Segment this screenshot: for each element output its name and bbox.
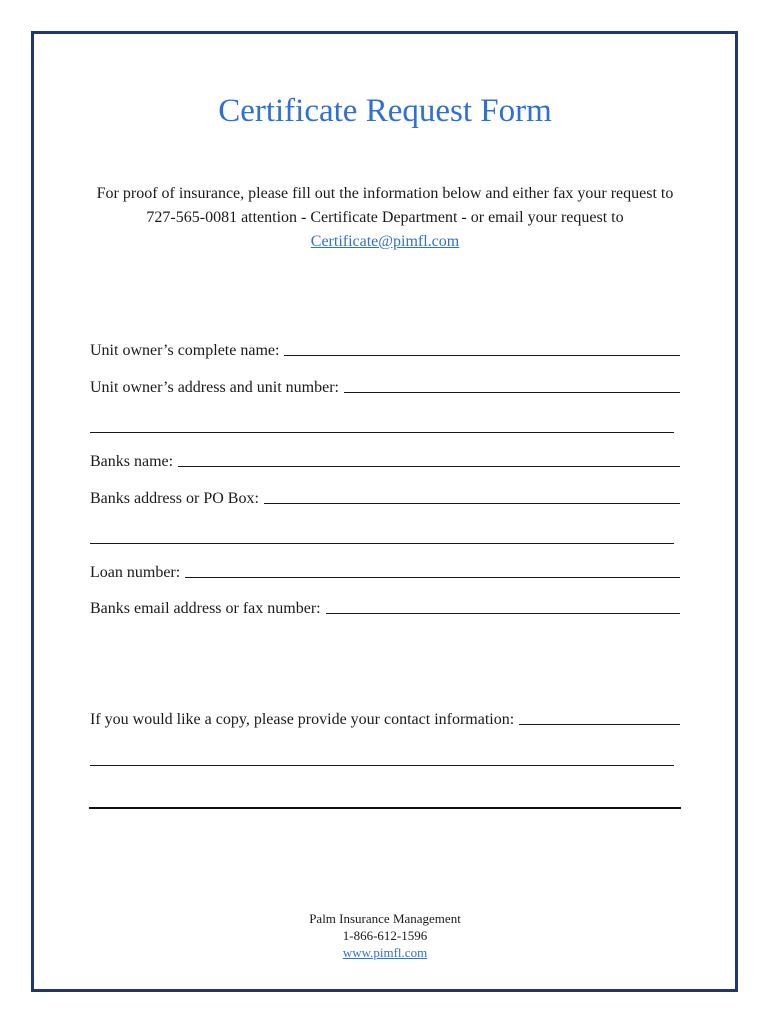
bank-address-blank[interactable] bbox=[264, 488, 680, 504]
intro-text: For proof of insurance, please fill out the information below and either fax your request to 727-565-0081 attention - Certificate Department - or email your request to bbox=[96, 185, 674, 226]
bank-contact-field[interactable] bbox=[90, 598, 680, 620]
owner-address-label: Unit owner’s address and unit number: bbox=[90, 379, 339, 396]
bank-contact-blank[interactable] bbox=[326, 598, 680, 614]
section-divider bbox=[89, 807, 681, 809]
owner-name-blank[interactable] bbox=[284, 340, 680, 356]
page-title: Certificate Request Form bbox=[218, 93, 552, 129]
intro-paragraph bbox=[90, 182, 680, 254]
copy-contact-label: If you would like a copy, please provide your contact information: bbox=[90, 711, 515, 728]
bank-address-blank-2[interactable] bbox=[90, 543, 674, 544]
loan-number-field[interactable] bbox=[90, 562, 680, 584]
bank-name-field[interactable] bbox=[90, 451, 680, 473]
copy-contact-blank[interactable] bbox=[519, 709, 680, 725]
loan-number-blank[interactable] bbox=[185, 562, 680, 578]
footer-website-link[interactable]: www.pimfl.com bbox=[342, 945, 428, 960]
owner-name-field[interactable] bbox=[90, 340, 680, 362]
footer bbox=[0, 910, 770, 961]
page-border bbox=[31, 31, 738, 992]
loan-number-label: Loan number: bbox=[90, 564, 181, 581]
bank-address-field[interactable] bbox=[90, 488, 680, 510]
owner-address-blank-2[interactable] bbox=[90, 432, 674, 433]
footer-company: Palm Insurance Management bbox=[309, 911, 461, 926]
owner-address-blank[interactable] bbox=[344, 377, 680, 393]
email-link[interactable]: Certificate@pimfl.com bbox=[310, 233, 460, 250]
owner-address-field[interactable] bbox=[90, 377, 680, 399]
bank-address-label: Banks address or PO Box: bbox=[90, 490, 259, 507]
bank-name-label: Banks name: bbox=[90, 453, 174, 470]
owner-name-label: Unit owner’s complete name: bbox=[90, 342, 280, 359]
copy-contact-blank-2[interactable] bbox=[90, 765, 674, 766]
copy-contact-field[interactable] bbox=[90, 709, 680, 731]
bank-contact-label: Banks email address or fax number: bbox=[90, 600, 321, 617]
footer-phone: 1-866-612-1596 bbox=[342, 928, 428, 943]
bank-name-blank[interactable] bbox=[178, 451, 680, 467]
